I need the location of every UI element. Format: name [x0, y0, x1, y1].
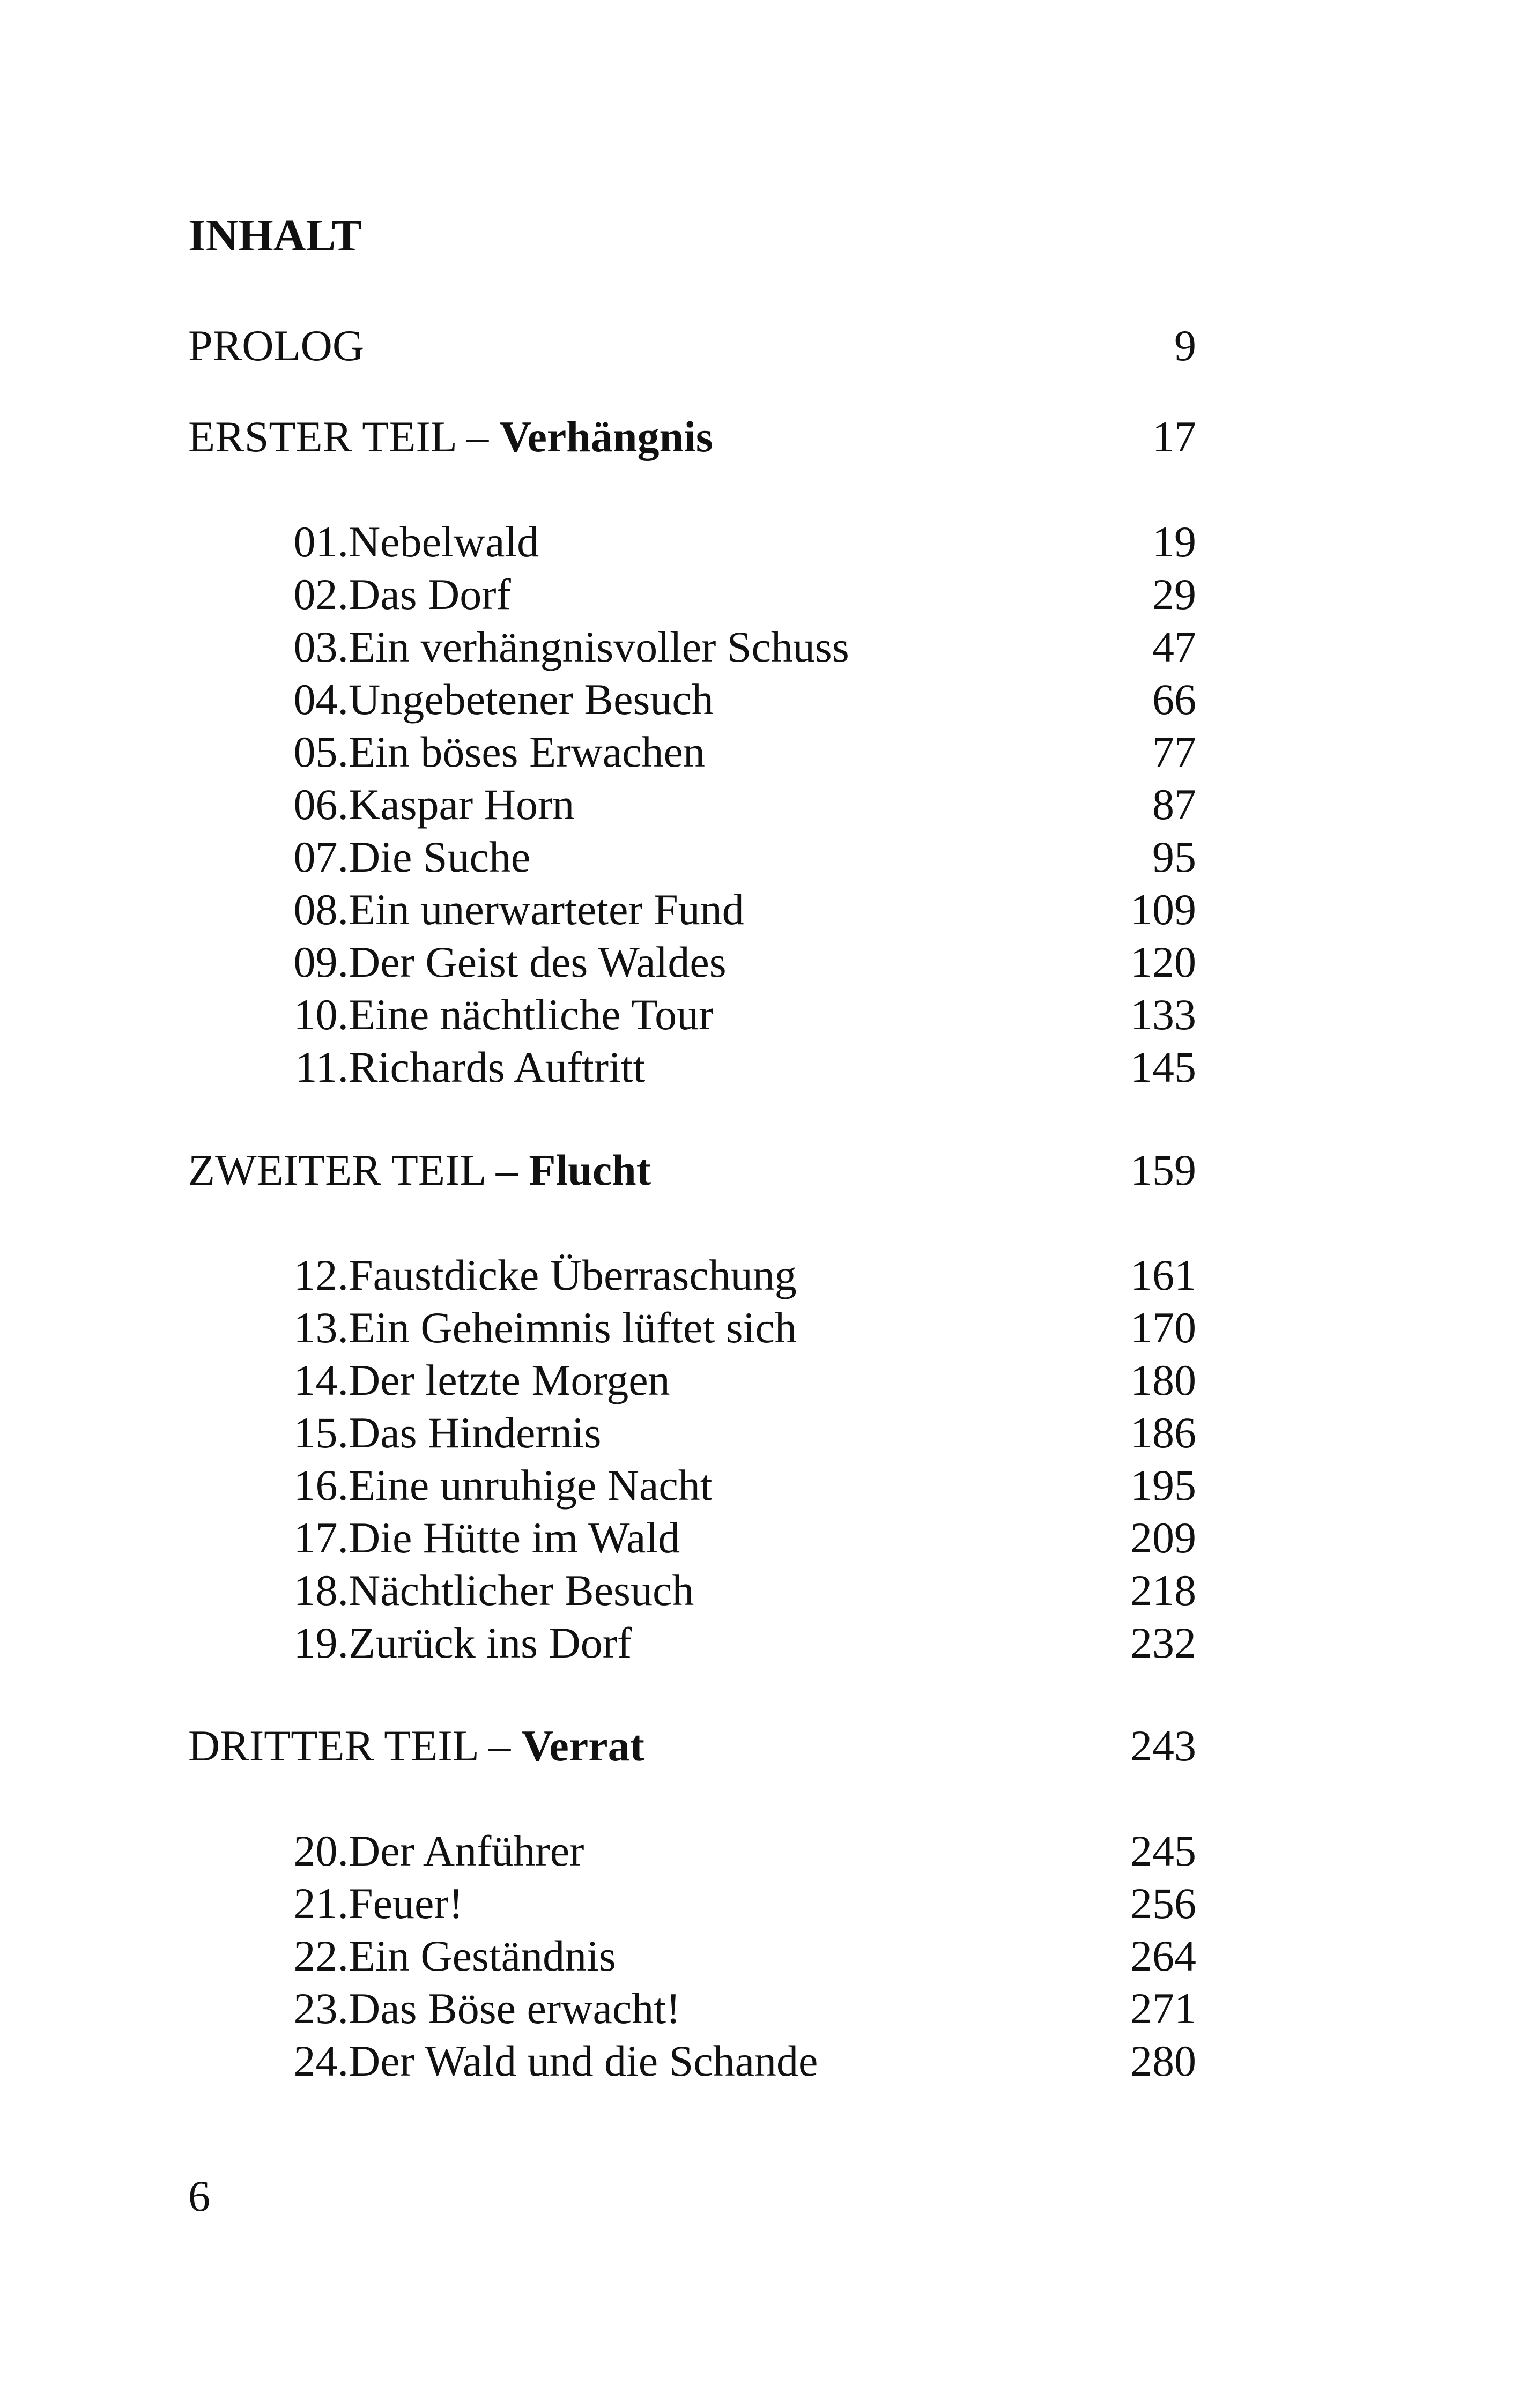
chapter-title: Das Hindernis: [349, 1408, 602, 1457]
chapter-number: 02.: [293, 570, 349, 619]
toc-chapter: [268, 1982, 1196, 2035]
part-subtitle: Flucht: [529, 1146, 651, 1194]
chapter-page: 280: [1130, 2037, 1196, 2085]
toc-chapter: [268, 989, 1196, 1041]
chapter-page: 77: [1152, 727, 1196, 776]
part-name: DRITTER TEIL –: [188, 1721, 522, 1770]
chapter-title: Die Hütte im Wald: [349, 1513, 680, 1562]
chapter-number: 05.: [293, 727, 349, 776]
toc-chapter: [268, 831, 1196, 883]
chapter-page: 195: [1130, 1461, 1196, 1510]
part-name: ZWEITER TEIL –: [188, 1146, 529, 1194]
chapter-title: Der letzte Morgen: [349, 1356, 670, 1404]
chapter-page: 271: [1130, 1984, 1196, 2033]
chapter-title: Der Geist des Waldes: [349, 938, 727, 986]
toc-chapter: [268, 621, 1196, 673]
toc-chapter: [268, 1512, 1196, 1564]
chapter-number: 10.: [293, 990, 349, 1039]
chapter-title: Ein unerwarteter Fund: [349, 885, 744, 934]
chapter-number: 17.: [293, 1513, 349, 1562]
chapter-title: Die Suche: [349, 833, 531, 881]
toc-chapter: [268, 1930, 1196, 1982]
chapter-number: 21.: [293, 1879, 349, 1928]
chapter-page: 87: [1152, 780, 1196, 829]
chapter-number: 18.: [293, 1566, 349, 1615]
toc-chapter: [268, 1564, 1196, 1617]
chapter-page: 145: [1130, 1043, 1196, 1091]
toc-chapter: [268, 1459, 1196, 1512]
chapter-number: 12.: [293, 1251, 349, 1299]
chapter-title: Faustdicke Überraschung: [349, 1251, 797, 1299]
chapter-number: 03.: [293, 622, 349, 671]
chapter-number: 16.: [293, 1461, 349, 1510]
chapter-title: Das Böse erwacht!: [349, 1984, 681, 2033]
chapter-title: Ein Geständnis: [349, 1931, 616, 1980]
toc-entry-page: 159: [1130, 1146, 1196, 1194]
chapter-title: Der Anführer: [349, 1826, 584, 1875]
chapter-title: Nebelwald: [349, 517, 539, 566]
chapter-page: 186: [1130, 1408, 1196, 1457]
chapter-number: 13.: [293, 1303, 349, 1352]
toc-chapter: [268, 2035, 1196, 2087]
chapter-number: 07.: [293, 833, 349, 881]
toc-entry-page: 17: [1152, 412, 1196, 461]
part-subtitle: Verrat: [521, 1721, 644, 1770]
chapter-number: 15.: [293, 1408, 349, 1457]
chapter-page: 95: [1152, 833, 1196, 881]
chapter-title: Feuer!: [349, 1879, 464, 1928]
chapter-page: 109: [1130, 885, 1196, 934]
chapter-page: 218: [1130, 1566, 1196, 1615]
chapter-page: 245: [1130, 1826, 1196, 1875]
chapter-page: 47: [1152, 622, 1196, 671]
chapter-title: Eine nächtliche Tour: [349, 990, 714, 1039]
chapter-number: 11.: [295, 1043, 349, 1091]
toc-chapter: [268, 1825, 1196, 1877]
toc-chapter: [268, 726, 1196, 778]
toc-entry-page: 243: [1130, 1721, 1196, 1770]
chapter-number: 04.: [293, 675, 349, 724]
chapter-number: 22.: [293, 1931, 349, 1980]
toc-part-2: [188, 1144, 1196, 1196]
toc-part-3: [188, 1720, 1196, 1772]
toc-heading: INHALT: [188, 211, 362, 261]
toc-chapter: [268, 1249, 1196, 1302]
toc-part-1: [188, 411, 1196, 463]
chapter-title: Das Dorf: [349, 570, 511, 619]
toc-chapter: [268, 568, 1196, 621]
chapter-page: 161: [1130, 1251, 1196, 1299]
chapter-number: 01.: [293, 517, 349, 566]
chapter-page: 232: [1130, 1618, 1196, 1667]
toc-chapter: [268, 1407, 1196, 1459]
toc-chapter: [268, 516, 1196, 568]
chapter-title: Der Wald und die Schande: [349, 2037, 818, 2085]
chapter-page: 19: [1152, 517, 1196, 566]
toc-entry-prolog: [188, 319, 1196, 372]
toc-chapter: [268, 1354, 1196, 1407]
toc-chapter: [268, 778, 1196, 831]
chapter-number: 23.: [293, 1984, 349, 2033]
chapter-page: 209: [1130, 1513, 1196, 1562]
toc-chapter: [268, 673, 1196, 726]
chapter-page: 120: [1130, 938, 1196, 986]
toc-chapter: [268, 883, 1196, 936]
part-subtitle: Verhängnis: [499, 412, 713, 461]
chapter-title: Ein Geheimnis lüftet sich: [349, 1303, 797, 1352]
chapter-number: 14.: [293, 1356, 349, 1404]
chapter-page: 256: [1130, 1879, 1196, 1928]
chapter-title: Ein böses Erwachen: [349, 727, 705, 776]
chapter-page: 66: [1152, 675, 1196, 724]
chapter-number: 20.: [293, 1826, 349, 1875]
chapter-page: 170: [1130, 1303, 1196, 1352]
toc-chapter: [268, 1617, 1196, 1669]
toc-chapter: [268, 1041, 1196, 1094]
toc-chapter: [268, 1302, 1196, 1354]
chapter-number: 06.: [293, 780, 349, 829]
chapter-title: Kaspar Horn: [349, 780, 575, 829]
chapter-page: 180: [1130, 1356, 1196, 1404]
page-number: 6: [188, 2172, 210, 2220]
chapter-page: 29: [1152, 570, 1196, 619]
chapter-title: Ein verhängnisvoller Schuss: [349, 622, 849, 671]
toc-entry-label: PROLOG: [188, 321, 365, 370]
chapter-title: Ungebetener Besuch: [349, 675, 714, 724]
chapter-page: 264: [1130, 1931, 1196, 1980]
chapter-number: 09.: [293, 938, 349, 986]
toc-entry-page: 9: [1174, 321, 1196, 370]
part-name: ERSTER TEIL –: [188, 412, 500, 461]
chapter-number: 24.: [293, 2037, 349, 2085]
chapter-title: Zurück ins Dorf: [349, 1618, 632, 1667]
chapter-number: 08.: [293, 885, 349, 934]
chapter-title: Nächtlicher Besuch: [349, 1566, 694, 1615]
chapter-number: 19.: [293, 1618, 349, 1667]
chapter-page: 133: [1130, 990, 1196, 1039]
toc-chapter: [268, 936, 1196, 989]
chapter-title: Eine unruhige Nacht: [349, 1461, 713, 1510]
chapter-title: Richards Auftritt: [349, 1043, 646, 1091]
toc-chapter: [268, 1877, 1196, 1930]
